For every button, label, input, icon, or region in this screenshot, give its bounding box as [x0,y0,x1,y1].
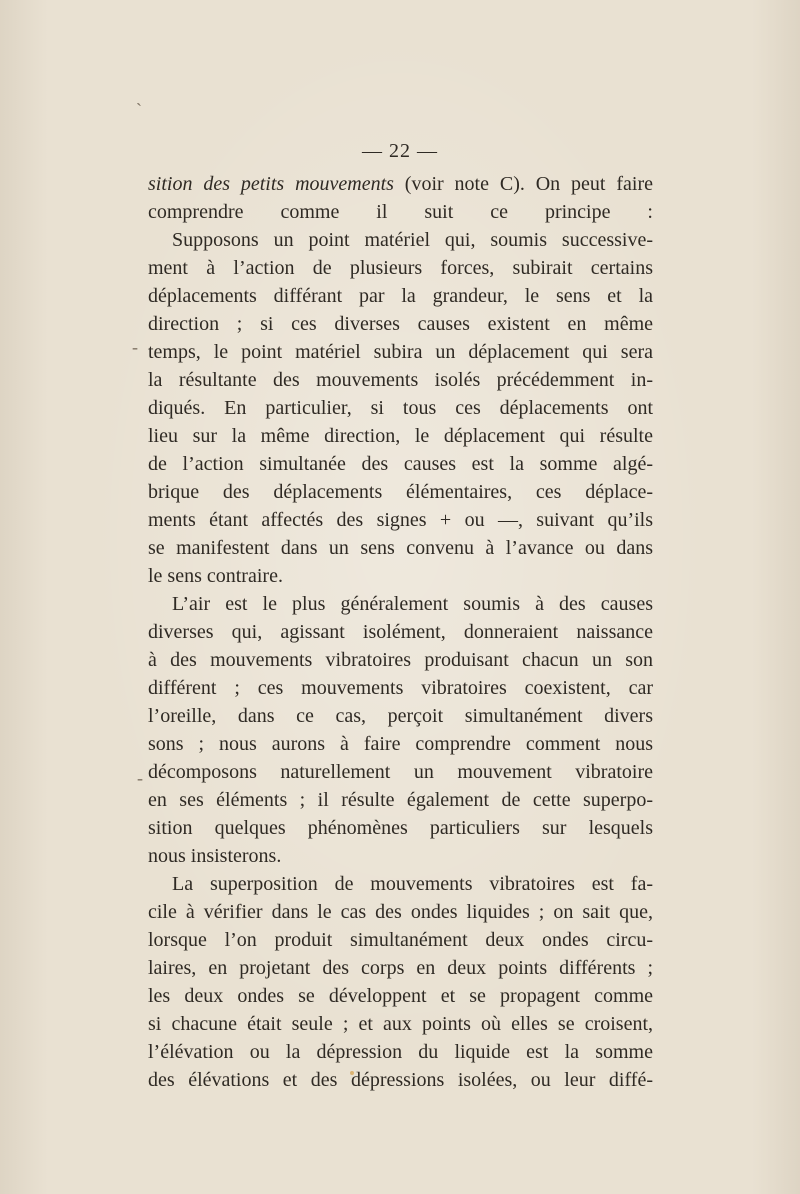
line-text: laires, en projetant des corps en deux points différents ; [148,957,653,979]
text-line [148,226,653,254]
line-text: décomposons naturellement un mouvement vibratoire [148,761,653,783]
line-text: différent ; ces mouvements vibratoires coexistent, car [148,677,653,699]
line-text: L’air est le plus généralement soumis à des causes [172,593,653,615]
line-text: (voir note C). On peut faire [393,173,653,195]
text-line [148,702,653,730]
line-text: ment à l’action de plusieurs forces, subirait certains [148,257,653,279]
line-text: lieu sur la même direction, le déplacement qui résulte [148,425,653,447]
line-text: nous insisterons. [148,845,282,867]
line-text: des élévations et des dépressions isolées, ou leur diffé- [148,1069,653,1091]
text-line [148,870,653,898]
line-text: ments étant affectés des signes + ou —, suivant qu’ils [148,509,653,531]
line-text: en ses éléments ; il résulte également de cette superpo- [148,789,653,811]
line-text: se manifestent dans un sens convenu à l’avance ou dans [148,537,653,559]
text-line [148,198,653,226]
text-line [148,1038,653,1066]
line-text: la résultante des mouvements isolés précédemment in- [148,369,653,391]
margin-tick-mark: - [132,337,138,357]
line-text: diverses qui, agissant isolément, donneraient naissance [148,621,653,643]
text-line [148,422,653,450]
line-text: déplacements différant par la grandeur, le sens et la [148,285,653,307]
text-line [148,1066,653,1094]
text-line [148,730,653,758]
italic-phrase: sition des petits mouvements [148,173,394,195]
text-line [148,562,653,590]
text-line [148,450,653,478]
text-line [148,534,653,562]
body-text [148,170,653,1094]
line-text: cile à vérifier dans le cas des ondes liquides ; on sait que, [148,901,653,923]
text-line [148,646,653,674]
line-text: l’élévation ou la dépression du liquide est la somme [148,1041,653,1063]
line-text: lorsque l’on produit simultanément deux ondes circu- [148,929,653,951]
text-line [148,310,653,338]
line-text: sition quelques phénomènes particuliers sur lesquels [148,817,653,839]
text-line [148,618,653,646]
line-text: le sens contraire. [148,565,283,587]
line-text: sons ; nous aurons à faire comprendre comment nous [148,733,653,755]
text-line [148,366,653,394]
text-line [148,758,653,786]
text-line [148,394,653,422]
text-line [148,478,653,506]
text-line [148,338,653,366]
line-text: brique des déplacements élémentaires, ces déplace- [148,481,653,503]
line-text: si chacune était seule ; et aux points où elles se croisent, [148,1013,653,1035]
line-text: de l’action simultanée des causes est la somme algé- [148,453,653,475]
line-text: l’oreille, dans ce cas, perçoit simultanément divers [148,705,653,727]
line-text: à des mouvements vibratoires produisant chacun un son [148,649,653,671]
text-line [148,926,653,954]
line-text: temps, le point matériel subira un déplacement qui sera [148,341,653,363]
margin-tick-mark: - [137,768,143,788]
line-text: Supposons un point matériel qui, soumis successive- [172,229,653,251]
text-line [148,898,653,926]
line-text: les deux ondes se développent et se propagent comme [148,985,653,1007]
line-text: diqués. En particulier, si tous ces déplacements ont [148,397,653,419]
text-line [148,1010,653,1038]
text-line [148,254,653,282]
text-line [148,506,653,534]
paper-mark: ` [136,100,142,120]
line-text: comprendre comme il suit ce principe : [148,201,653,223]
line-text: direction ; si ces diverses causes existent en même [148,313,653,335]
text-line [148,842,653,870]
page-number: — 22 — [362,140,438,162]
text-line [148,590,653,618]
text-line [148,170,653,198]
text-line [148,814,653,842]
text-line [148,982,653,1010]
line-text: La superposition de mouvements vibratoires est fa- [172,873,653,895]
text-line [148,786,653,814]
text-line [148,954,653,982]
text-line [148,282,653,310]
text-line [148,674,653,702]
